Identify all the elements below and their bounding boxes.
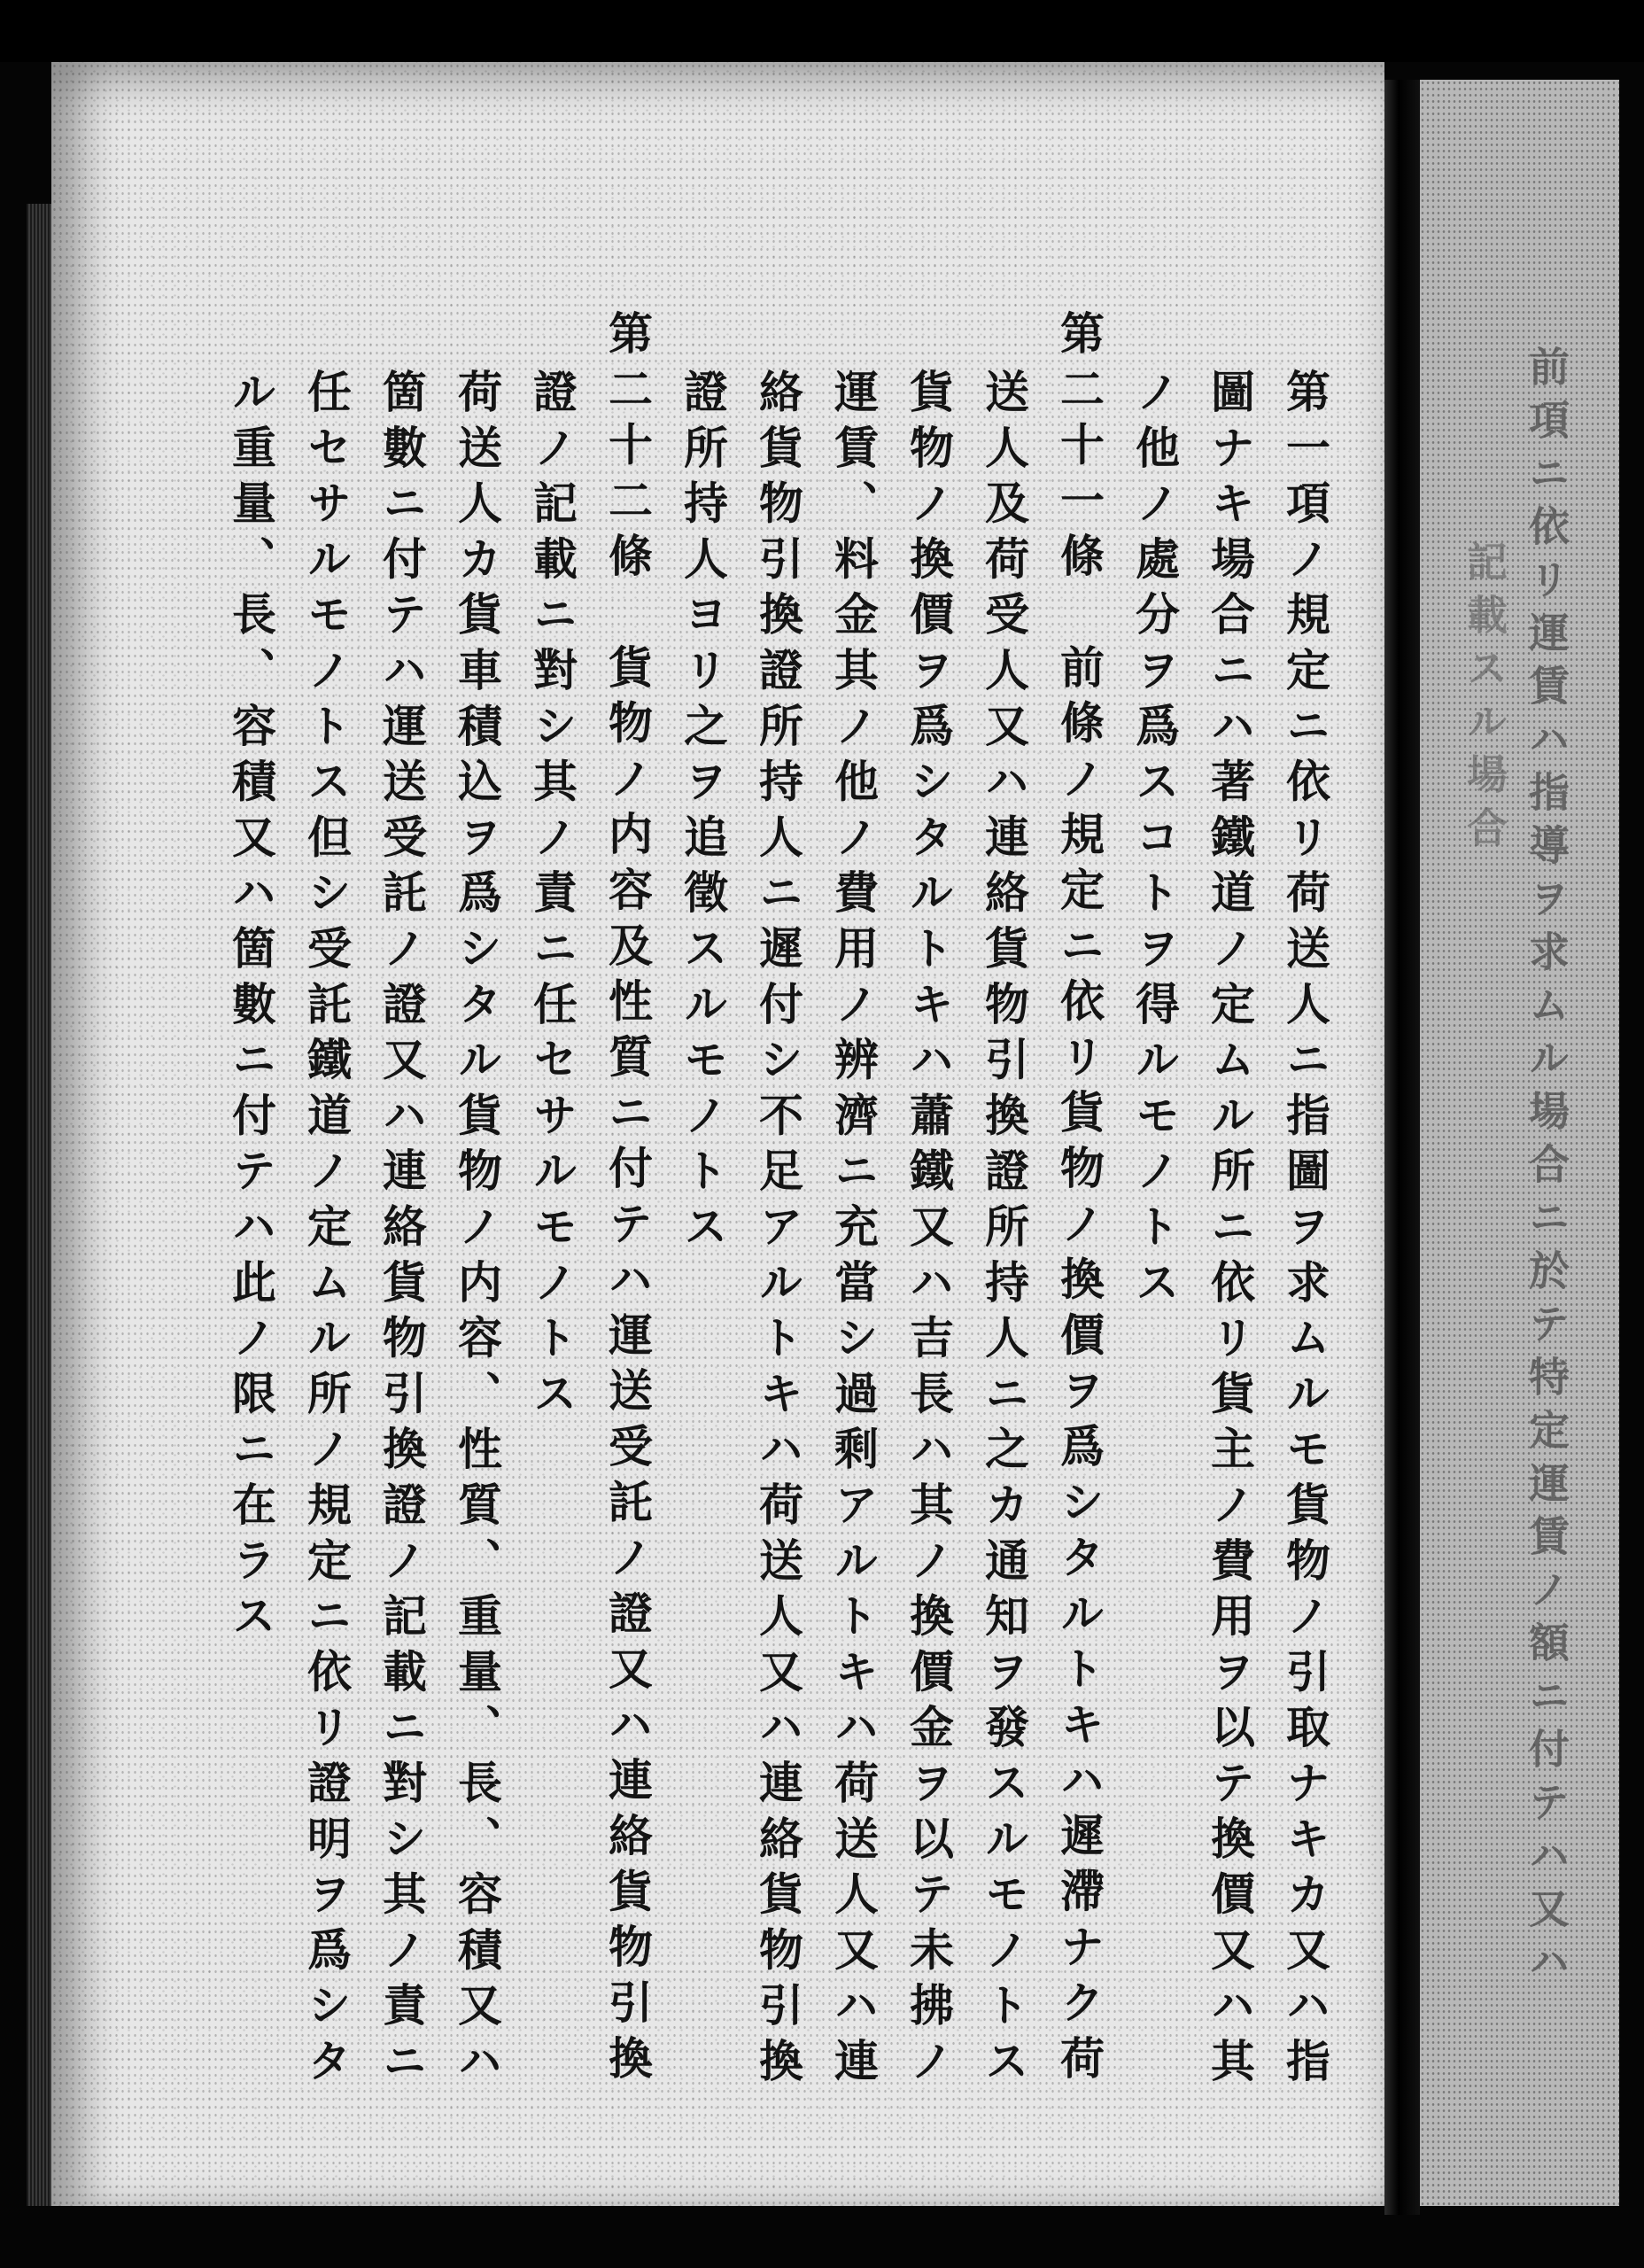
text-column: 貨物ノ換價ヲ爲シタルトキハ蕭鐵又ハ吉長ハ其ノ換價金ヲ以テ未拂ノ [903, 369, 955, 2093]
text-column: 絡貨物引換證所持人ニ遲付シ不足アルトキハ荷送人又ハ連絡貨物引換 [752, 369, 804, 2093]
facing-page [1420, 80, 1619, 2206]
book-page-edges [27, 204, 51, 2206]
article-heading-column: 第二十二條 貨物ノ内容及性質ニ付テハ運送受託ノ證又ハ連絡貨物引換 [601, 310, 654, 2091]
text-column: 第一項ノ規定ニ依リ荷送人ニ指圖ヲ求ムルモ貨物ノ引取ナキカ又ハ指 [1279, 369, 1331, 2093]
facing-page-text: 記載スル場合 [1461, 540, 1508, 859]
text-column: 荷送人カ貨車積込ヲ爲シタル貨物ノ内容、性質、重量、長、容積又ハ [451, 369, 503, 2093]
article-heading-column: 第二十一條 前條ノ規定ニ依リ貨物ノ換價ヲ爲シタルトキハ遲滯ナク荷 [1053, 310, 1105, 2091]
book-gutter [1384, 80, 1420, 2215]
text-column: ル重量、長、容積又ハ箇數ニ付テハ此ノ限ニ在ラス [225, 369, 277, 1649]
facing-page-text: 前項ニ依リ運賃ハ指導ヲ求ムル場合ニ於テ特定運賃ノ額ニ付テハ又ハ [1523, 346, 1570, 1993]
text-column: 圖ナキ場合ニハ著鐵道ノ定ムル所ニ依リ貨主ノ費用ヲ以テ換價又ハ其 [1204, 369, 1256, 2093]
text-column: 運賃、料金其ノ他ノ費用ノ辨濟ニ充當シ過剩アルトキハ荷送人又ハ連 [827, 369, 880, 2093]
text-column: ノ他ノ處分ヲ爲スコトヲ得ルモノトス [1128, 369, 1181, 1315]
text-column: 任セサルモノトス但シ受託鐵道ノ定ムル所ノ規定ニ依リ證明ヲ爲シタ [300, 369, 353, 2093]
book-page [51, 62, 1384, 2206]
text-column: 證所持人ヨリ之ヲ追徵スルモノトス [677, 369, 729, 1259]
text-column: 證ノ記載ニ對シ其ノ責ニ任セサルモノトス [526, 369, 578, 1426]
text-column: 箇數ニ付テハ運送受託ノ證又ハ連絡貨物引換證ノ記載ニ對シ其ノ責ニ [376, 369, 428, 2093]
scan-top-edge [0, 0, 1644, 62]
text-column: 送人及荷受人又ハ連絡貨物引換證所持人ニ之カ通知ヲ發スルモノトス [978, 369, 1030, 2093]
